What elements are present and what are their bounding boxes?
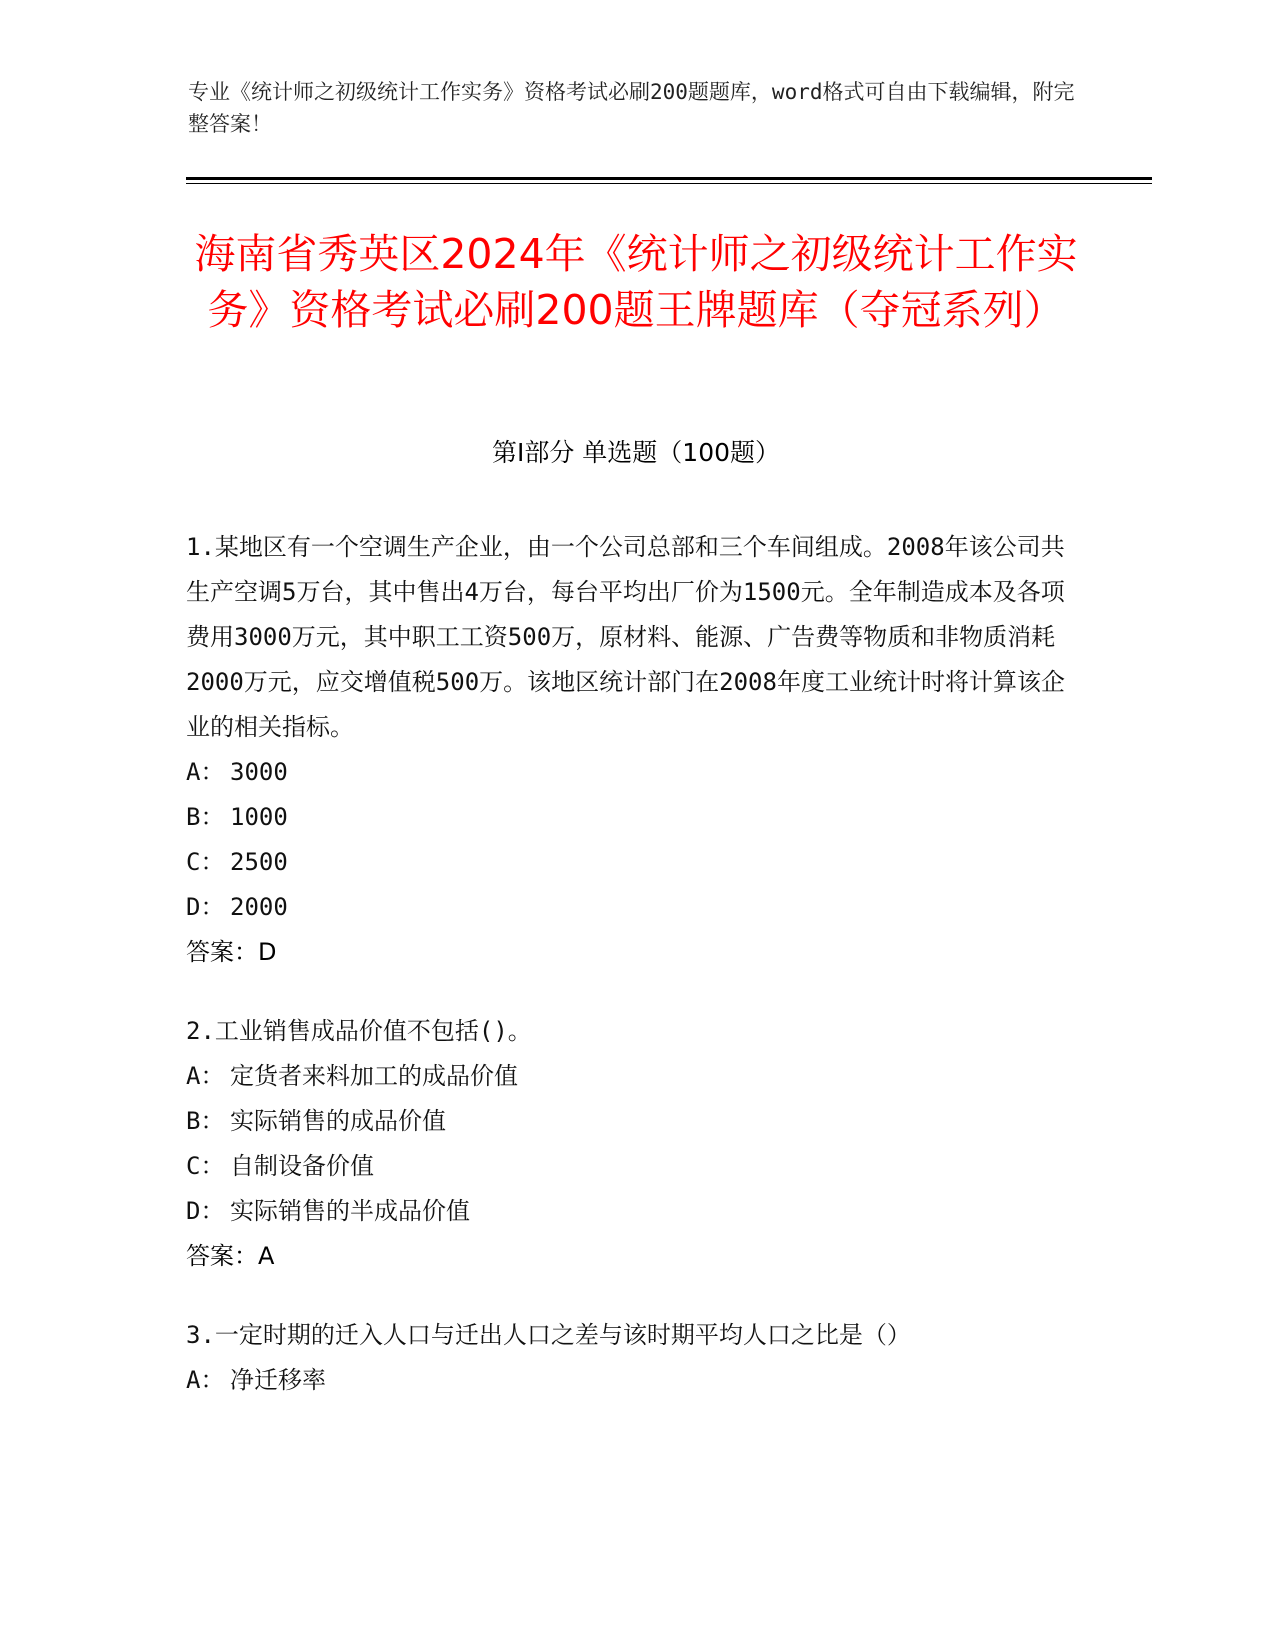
- option-key: D：: [186, 893, 225, 921]
- option-key: A：: [186, 758, 225, 786]
- question-3: [186, 1313, 1086, 1403]
- option-key: B：: [186, 1107, 225, 1135]
- option-text: 2500: [230, 848, 288, 876]
- option-text: 实际销售的半成品价值: [230, 1197, 470, 1225]
- answer: 答案：D: [186, 938, 277, 966]
- answer: 答案：A: [186, 1242, 275, 1270]
- option-c: [186, 840, 1086, 885]
- question-list: [186, 525, 1086, 1437]
- option-d: [186, 1189, 1086, 1234]
- option-key: A：: [186, 1366, 225, 1394]
- option-b: [186, 795, 1086, 840]
- question-stem: 3.一定时期的迁入人口与迁出人口之差与该时期平均人口之比是（）: [186, 1321, 911, 1349]
- option-b: [186, 1099, 1086, 1144]
- question-2: [186, 1009, 1086, 1279]
- question-stem: 1.某地区有一个空调生产企业，由一个公司总部和三个车间组成。2008年该公司共生产空调5万台，其中售出4万台，每台平均出厂价为1500元。全年制造成本及各项费用3000万元，其中职工工资500万，原材料、能源、广告费等物质和非物质消耗2000万元，应交增值税500万。该地区统计部门在2008年度工业统计时将计算该企业的相关指标。: [186, 533, 1065, 741]
- option-key: D：: [186, 1197, 225, 1225]
- option-a: [186, 1054, 1086, 1099]
- option-text: 净迁移率: [230, 1366, 326, 1394]
- header-divider-thick: [186, 177, 1152, 180]
- option-text: 2000: [230, 893, 288, 921]
- option-d: [186, 885, 1086, 930]
- option-a: [186, 1358, 1086, 1403]
- header-divider-thin: [186, 183, 1152, 184]
- option-c: [186, 1144, 1086, 1189]
- document-title: 海南省秀英区2024年《统计师之初级统计工作实务》资格考试必刷200题王牌题库（夺冠系列）: [194, 230, 1078, 334]
- option-text: 3000: [230, 758, 288, 786]
- question-stem: 2.工业销售成品价值不包括()。: [186, 1017, 532, 1045]
- option-key: C：: [186, 848, 225, 876]
- option-text: 1000: [230, 803, 288, 831]
- option-key: B：: [186, 803, 225, 831]
- option-a: [186, 750, 1086, 795]
- option-text: 自制设备价值: [230, 1152, 374, 1180]
- option-key: A：: [186, 1062, 225, 1090]
- option-key: C：: [186, 1152, 225, 1180]
- option-text: 定货者来料加工的成品价值: [230, 1062, 518, 1090]
- section-title: 第I部分 单选题（100题）: [491, 438, 781, 467]
- question-1: [186, 525, 1086, 975]
- option-text: 实际销售的成品价值: [230, 1107, 446, 1135]
- header-note: 专业《统计师之初级统计工作实务》资格考试必刷200题题库，word格式可自由下载编辑，附完整答案！: [188, 80, 1075, 136]
